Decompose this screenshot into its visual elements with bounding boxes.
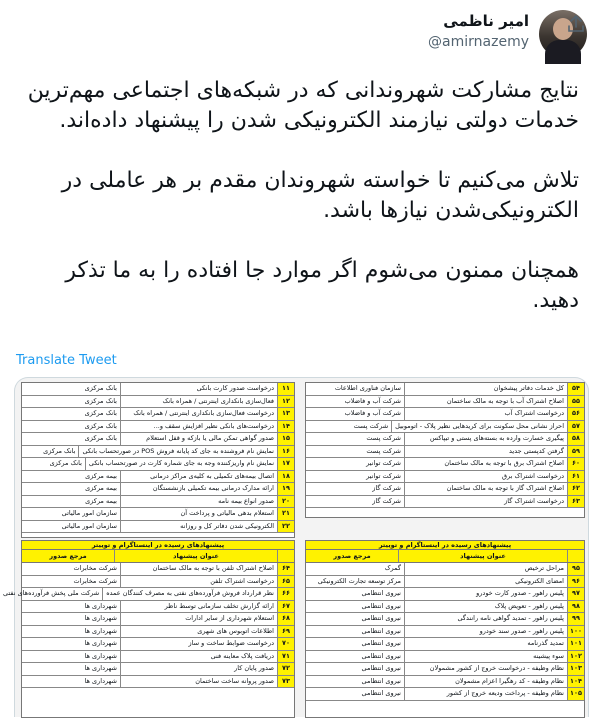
cell-title: درخواست صدور کارت بانکی xyxy=(120,383,277,395)
cell-num: ۲۲ xyxy=(277,521,294,533)
cell-num: ۵۴ xyxy=(567,383,584,395)
cell-num: ۵۵ xyxy=(567,396,584,408)
cell-ref: شرکت آب و فاضلاب xyxy=(344,409,401,417)
cell-ref: بیمه مرکزی xyxy=(85,484,117,492)
table-row xyxy=(22,446,294,459)
cell-num: ۱۹ xyxy=(277,483,294,495)
cell-ref: نیروی انتظامی xyxy=(361,614,401,622)
cell-num: ۹۹ xyxy=(567,613,584,625)
cell-ref: نیروی انتظامی xyxy=(361,689,401,697)
table-row xyxy=(22,433,294,446)
table-row xyxy=(22,408,294,421)
cell-title: درخواست اشتراک گاز xyxy=(404,496,567,508)
cell-num: ۱۰۰ xyxy=(567,626,584,638)
sheet-bottom-left xyxy=(3,540,295,718)
cell-ref: بیمه مرکزی xyxy=(85,471,117,480)
table-row xyxy=(306,383,584,396)
column-ref-header: مرجع صدور xyxy=(333,552,371,560)
cell-title: اتصال بیمه‌های تکمیلی به کلیه‌ی مراکز درمانی xyxy=(120,471,277,483)
cell-ref: بانک مرکزی xyxy=(84,384,117,392)
table-row xyxy=(306,676,584,689)
table-row xyxy=(306,421,584,434)
cell-ref: بانک مرکزی xyxy=(84,434,117,442)
table-row xyxy=(306,458,584,471)
table-row xyxy=(22,626,294,639)
cell-num: ۹۶ xyxy=(567,576,584,588)
cell-ref: شرکت آب و فاضلاب xyxy=(344,396,401,405)
cell-ref: گمرک xyxy=(384,564,401,572)
cell-title: امضای الکترونیکی xyxy=(404,576,567,588)
cell-num: ۵۸ xyxy=(567,433,584,445)
cell-title: صدور پایان کار xyxy=(120,663,277,675)
cell-title: تمدید گذرنامه xyxy=(404,638,567,650)
cell-title: کل خدمات دفاتر پیشخوان xyxy=(404,383,567,395)
cell-ref: شهرداری ها xyxy=(84,664,117,672)
cell-num: ۶۲ xyxy=(567,483,584,495)
cell-ref: شرکت مخابرات xyxy=(73,576,117,585)
avatar-body xyxy=(545,40,581,64)
cell-ref: نیروی انتظامی xyxy=(361,601,401,610)
cell-ref: مرکز توسعه تجارت الکترونیکی xyxy=(317,576,401,585)
cell-num: ۹۸ xyxy=(567,601,584,613)
cell-ref: شرکت ملی پخش فرآورده‌های نفتی xyxy=(3,589,100,597)
cell-title: درخواست اشتراک تلفن xyxy=(120,576,277,588)
table-row xyxy=(306,651,584,664)
cell-num: ۶۴ xyxy=(277,563,294,575)
cell-title: اصلاح اشتراک برق با توجه به مالک ساختمان xyxy=(404,458,567,470)
table-row xyxy=(306,408,584,421)
cell-title: صدور پروانه ساخت ساختمان xyxy=(120,676,277,688)
table-row xyxy=(306,613,584,626)
cell-num: ۱۰۵ xyxy=(567,688,584,700)
table-row xyxy=(22,421,294,434)
table-row xyxy=(306,588,584,601)
table-row xyxy=(306,433,584,446)
cell-title: پلیس راهور - صدور کارت خودرو xyxy=(404,588,567,600)
cell-ref: بانک مرکزی xyxy=(49,459,82,467)
sheet-header: پیشنهادهای رسیده در اینستاگرام و توییتر xyxy=(22,541,294,550)
cell-ref: شهرداری ها xyxy=(84,676,117,685)
cell-title: نمایش نام فروشنده به جای کد پایانه فروش POS در صورتحساب بانکی xyxy=(78,446,277,458)
cell-title: مراحل ترخیص xyxy=(404,563,567,575)
cell-ref: سازمان فناوری اطلاعات xyxy=(334,384,401,392)
cell-ref: شرکت گاز xyxy=(372,496,401,505)
author-name[interactable]: امیر ناظمی xyxy=(443,12,529,30)
table-row xyxy=(22,663,294,676)
cell-num: ۶۷ xyxy=(277,601,294,613)
cell-ref: بانک مرکزی xyxy=(84,396,117,405)
cell-title: گرفتن کدپستی جدید xyxy=(404,446,567,458)
cell-ref: شرکت مخابرات xyxy=(73,564,117,572)
cell-num: ۷۳ xyxy=(277,676,294,688)
cell-ref: نیروی انتظامی xyxy=(361,676,401,685)
cell-title: نمایش نام واریزکننده وجه به جای شماره کارت در صورتحساب بانکی xyxy=(85,458,277,470)
tweet-paragraph: نتایج مشارکت شهروندانی که در شبکه‌های اجتماعی مهم‌ترین خدمات دولتی نیازمند الکترونیکی شدن را پیشنهاد داده‌اند. xyxy=(27,78,579,133)
tweet-header xyxy=(0,0,601,62)
table-row xyxy=(22,676,294,689)
table-row xyxy=(306,663,584,676)
cell-num: ۶۳ xyxy=(567,496,584,508)
cell-ref: نیروی انتظامی xyxy=(361,651,401,660)
table-row xyxy=(22,613,294,626)
table-row xyxy=(306,483,584,496)
cell-num: ۵۶ xyxy=(567,408,584,420)
cell-title: نظام وظیفه - پرداخت ودیعه خروج از کشور xyxy=(404,688,567,700)
table-row xyxy=(306,626,584,639)
cell-num: ۶۰ xyxy=(567,458,584,470)
cell-num: ۱۴ xyxy=(277,421,294,433)
cell-title: صدور انواع بیمه نامه xyxy=(120,496,277,508)
cell-num: ۲۰ xyxy=(277,496,294,508)
table-row xyxy=(306,563,584,576)
table-row xyxy=(22,508,294,521)
cell-ref: نیروی انتظامی xyxy=(361,626,401,635)
cell-num: ۱۶ xyxy=(277,446,294,458)
table-row xyxy=(306,446,584,459)
cell-num: ۶۶ xyxy=(277,588,294,600)
cell-title: پلیس راهور - تمدید گواهی نامه رانندگی xyxy=(404,613,567,625)
table-row xyxy=(22,601,294,614)
cell-ref: نیروی انتظامی xyxy=(361,639,401,647)
cell-ref: شرکت پست xyxy=(353,421,389,430)
tweet-paragraph: تلاش می‌کنیم تا خواسته شهروندان مقدم بر هر عاملی در الکترونیکی‌شدن نیازها باشد. xyxy=(61,168,579,223)
tweet-paragraph: همچنان ممنون می‌شوم اگر موارد جا افتاده را به ما تذکر دهید. xyxy=(65,258,579,313)
cell-title: فعال‌سازی بانکداری اینترنتی / همراه بانک xyxy=(120,396,277,408)
cell-ref: بیمه مرکزی xyxy=(85,496,117,505)
column-header-row xyxy=(22,550,294,563)
table-row xyxy=(306,601,584,614)
cell-num: ۱۰۳ xyxy=(567,663,584,675)
cell-ref: شرکت گاز xyxy=(372,484,401,492)
table-row xyxy=(22,396,294,409)
column-title-header: عنوان پیشنهاد xyxy=(114,550,277,562)
cell-num: ۱۷ xyxy=(277,458,294,470)
cell-title: نظام وظیفه - کد رهگیرا اعزام مشمولان xyxy=(404,676,567,688)
column-title-header: عنوان پیشنهاد xyxy=(398,550,567,562)
table-row xyxy=(306,396,584,409)
cell-num: ۱۲ xyxy=(277,396,294,408)
cell-ref: شهرداری ها xyxy=(84,601,117,610)
sheet-bottom-right xyxy=(305,540,585,718)
table-row xyxy=(22,471,294,484)
cell-title: نظر قرارداد فروش فرآورده‌های نفتی به مصرف کنندگان عمده xyxy=(102,588,277,600)
cell-title: درخواست فعال‌سازی بانکداری اینترنتی / همراه بانک xyxy=(120,408,277,420)
table-row xyxy=(22,383,294,396)
cell-num: ۹۷ xyxy=(567,588,584,600)
cell-num: ۱۰۱ xyxy=(567,638,584,650)
cell-title: اصلاح اشتراک تلفن با توجه به مالک ساختمان xyxy=(120,563,277,575)
cell-ref: شرکت پست xyxy=(366,446,401,455)
cell-num: ۷۲ xyxy=(277,663,294,675)
table-row xyxy=(306,688,584,701)
cell-title: ارائه مدارک درمانی بیمه تکمیلی بازنشستگان xyxy=(120,483,277,495)
cell-title: درخواست اشتراک آب xyxy=(404,408,567,420)
cell-ref: بانک مرکزی xyxy=(84,409,117,417)
cell-ref: شرکت توانیر xyxy=(366,471,401,480)
cell-num: ۱۵ xyxy=(277,433,294,445)
sheet-header: پیشنهادهای رسیده در اینستاگرام و توییتر xyxy=(306,541,584,550)
cell-ref: بانک مرکزی xyxy=(84,421,117,430)
cell-num: ۹۵ xyxy=(567,563,584,575)
tweet-body xyxy=(19,76,579,346)
translate-tweet-link[interactable]: Translate Tweet xyxy=(16,353,117,368)
tweet-media-image[interactable] xyxy=(3,377,589,717)
cell-num: ۱۰۲ xyxy=(567,651,584,663)
table-row xyxy=(3,588,294,601)
cell-ref: شرکت توانیر xyxy=(366,459,401,467)
cell-title: دریافت پلاک معاینه فنی xyxy=(120,651,277,663)
cell-title: اصلاح اشتراک آب با توجه به مالک ساختمان xyxy=(404,396,567,408)
cell-ref: شهرداری ها xyxy=(84,651,117,660)
cell-ref: سازمان امور مالیاتی xyxy=(61,521,117,530)
cell-ref: بانک مرکزی xyxy=(43,446,76,455)
cell-num: ۱۰۴ xyxy=(567,676,584,688)
cell-num: ۱۸ xyxy=(277,471,294,483)
cell-ref: نیروی انتظامی xyxy=(361,589,401,597)
cell-num: ۶۱ xyxy=(567,471,584,483)
cell-ref: شهرداری ها xyxy=(84,614,117,622)
table-row xyxy=(306,576,584,589)
column-ref-header: مرجع صدور xyxy=(49,552,87,560)
table-row xyxy=(22,521,294,534)
table-row xyxy=(22,563,294,576)
cell-title: استعلام شهرداری از سایر ادارات xyxy=(120,613,277,625)
table-row xyxy=(306,496,584,509)
sheet-top-right xyxy=(305,382,585,518)
cell-num: ۱۳ xyxy=(277,408,294,420)
table-row xyxy=(22,483,294,496)
cell-title: صدور گواهی تمکن مالی یا بازکه و قفل استعلام xyxy=(120,433,277,445)
cell-title: احراز نشانی محل سکونت برای کریدهایی نظیر پلاک - اتوموبیل xyxy=(391,421,567,433)
table-row xyxy=(306,638,584,651)
cell-num: ۶۸ xyxy=(277,613,294,625)
cell-num: ۱۱ xyxy=(277,383,294,395)
cell-title: درخواست اشتراک برق xyxy=(404,471,567,483)
cell-num: ۷۱ xyxy=(277,651,294,663)
cell-ref: شهرداری ها xyxy=(84,626,117,635)
table-row xyxy=(22,638,294,651)
cell-title: ارائه گزارش تخلف سازمانی توسط ناظر xyxy=(120,601,277,613)
column-header-row xyxy=(306,550,584,563)
cell-num: ۶۹ xyxy=(277,626,294,638)
cell-title: اصلاح اشتراک گاز با توجه به مالک ساختمان xyxy=(404,483,567,495)
cell-title: پیگیری خسارت وارده به بسته‌های پستی و تیپاکس xyxy=(404,433,567,445)
cell-ref: شرکت پست xyxy=(366,434,401,442)
cell-title: پلیس راهور - صدور سند خودرو xyxy=(404,626,567,638)
author-handle[interactable]: @amirnazemy xyxy=(428,34,529,50)
cell-title: اطلاعات اتوبوس های شهری xyxy=(120,626,277,638)
cell-num: ۲۱ xyxy=(277,508,294,520)
table-row xyxy=(22,651,294,664)
cell-title: الکترونیکی شدن دفاتر کل و روزانه xyxy=(120,521,277,533)
table-row xyxy=(306,471,584,484)
cell-num: ۶۵ xyxy=(277,576,294,588)
table-row xyxy=(22,496,294,509)
share-icon[interactable] xyxy=(566,14,586,34)
table-row xyxy=(22,576,294,589)
cell-title: درخواست ضوابط ساخت و ساز xyxy=(120,638,277,650)
cell-title: سوء پیشینه xyxy=(404,651,567,663)
cell-num: ۷۰ xyxy=(277,638,294,650)
sheet-top-left xyxy=(21,382,295,538)
cell-title: پلیس راهور - تعویض پلاک xyxy=(404,601,567,613)
cell-num: ۵۷ xyxy=(567,421,584,433)
cell-ref: شهرداری ها xyxy=(84,639,117,647)
cell-title: درخواست‌های بانکی نظیر افزایش سقف و... xyxy=(120,421,277,433)
cell-ref: سازمان امور مالیاتی xyxy=(61,509,117,517)
cell-title: استعلام بدهی مالیاتی و پرداخت آن xyxy=(120,508,277,520)
cell-ref: نیروی انتظامی xyxy=(361,664,401,672)
cell-num: ۵۹ xyxy=(567,446,584,458)
table-row xyxy=(22,458,294,471)
cell-title: نظام وظیفه - درخواست خروج از کشور مشمولان xyxy=(404,663,567,675)
